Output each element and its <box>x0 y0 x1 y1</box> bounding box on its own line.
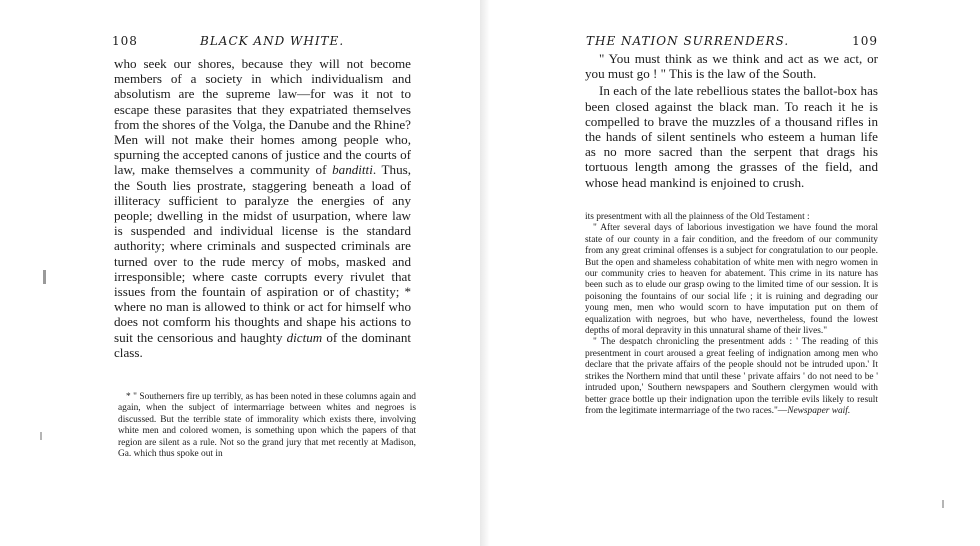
left-body-part-1: who seek our shores, because they will not become members of a society in which individualism and absolutism are the supreme law—for was it not to escape these parasites that they expatriated themselves from the shores of the Volga, the Danube and the Rhine? Men will not make their homes among people who, spurning the accepted canons of justice and the courts of law, make themselves a community of <box>114 56 411 178</box>
footnote-intro: its presentment with all the plainness of the Old Testament : <box>585 212 810 222</box>
emphasis-banditti: banditti <box>332 162 373 178</box>
book-gutter <box>480 0 490 546</box>
right-paragraph-2: In each of the late rebellious states the ballot-box has been closed against the black man. To reach it he is compelled to brave the muzzles of a thousand rifles in the hands of silent sentinels who esteem a human life as no more sacred than the serpent that drags his tortuous length among the grasses of the field, and whose head mankind is enjoined to crush. <box>585 83 878 190</box>
footnote-presentment-quote: " After several days of laborious investigation we have found the moral state of our county in a fair condition, and the freedom of our community from any great criminal offenses is a subject for congratulation to our people. But the open and shameless cohabitation of white men with negro women in our community cries to heaven for abatement. This crime in its nature has been such as to elude our grasp owing to the limited time of our session. It is poisoning the fountains of our social life ; it is ruining and degrading our young men, men who would scorn to have imputation put on them of equalization with negroes, but who have, nevertheless, found the lowest depths of moral depravity in this unnatural shame of their lives." <box>585 223 878 337</box>
left-footnote: * " Southerners fire up terribly, as has been noted in these columns again and again, when the subject of intermarriage between whites and negroes is discussed. But the terrible state of immorality which exists there, involving white men and colored women, is something upon which the papers of that region are silent as a rule. Not so the grand jury that met recently at Madison, Ga. which thus spoke out in <box>118 392 416 460</box>
left-body-part-2: . Thus, the South lies prostrate, staggering beneath a load of illiteracy sufficient to paralyze the energies of any people; dwelling in the midst of usurpation, where law is suspended and individual license is the standard authority; where criminals and suspected criminals are turned over to the rude mercy of mobs, masked and irresponsible; where caste corrupts every rivulet that issues from the fountain of aspiration or of chastity; * where no man is allowed to think or act for himself who does not comform his thoughts and shape his actions to suit the censorious and haughty <box>114 162 411 345</box>
left-running-title: BLACK AND WHITE. <box>200 34 345 48</box>
left-page-number: 108 <box>112 34 138 48</box>
footnote-despatch-text: " The despatch chronicling the presentment adds : ' The reading of this presentment in court aroused a great feeling of indignation among men who declare that the private affairs of the people should not be intruded upon.' It strikes the Northern mind that until these ' private affairs ' do not need to be ' intruded upon,' Southern newspapers and Southern clergymen would with better grace bottle up their indignation upon the terrible evils likely to result from the legitimate intermarriage of the two races."— <box>585 337 878 416</box>
left-body-text <box>114 56 411 360</box>
scan-artifact-mark <box>942 500 944 508</box>
right-footnote <box>585 212 878 417</box>
footnote-despatch <box>585 337 878 417</box>
right-running-title: THE NATION SURRENDERS. <box>586 34 790 48</box>
scan-artifact-mark <box>40 432 42 440</box>
right-paragraph-1: " You must think as we think and act as we act, or you must go ! " This is the law of the South. <box>585 51 878 82</box>
right-body-text <box>585 51 878 190</box>
left-page-header <box>112 34 410 48</box>
right-page-header <box>586 34 878 48</box>
right-page-number: 109 <box>852 34 878 48</box>
scan-artifact-mark <box>43 270 46 284</box>
right-page <box>490 0 980 546</box>
emphasis-dictum: dictum <box>286 329 323 345</box>
footnote-source: Newspaper waif. <box>787 405 851 416</box>
left-page <box>0 0 480 546</box>
left-body-part-3: of the dominant class. <box>114 329 411 360</box>
